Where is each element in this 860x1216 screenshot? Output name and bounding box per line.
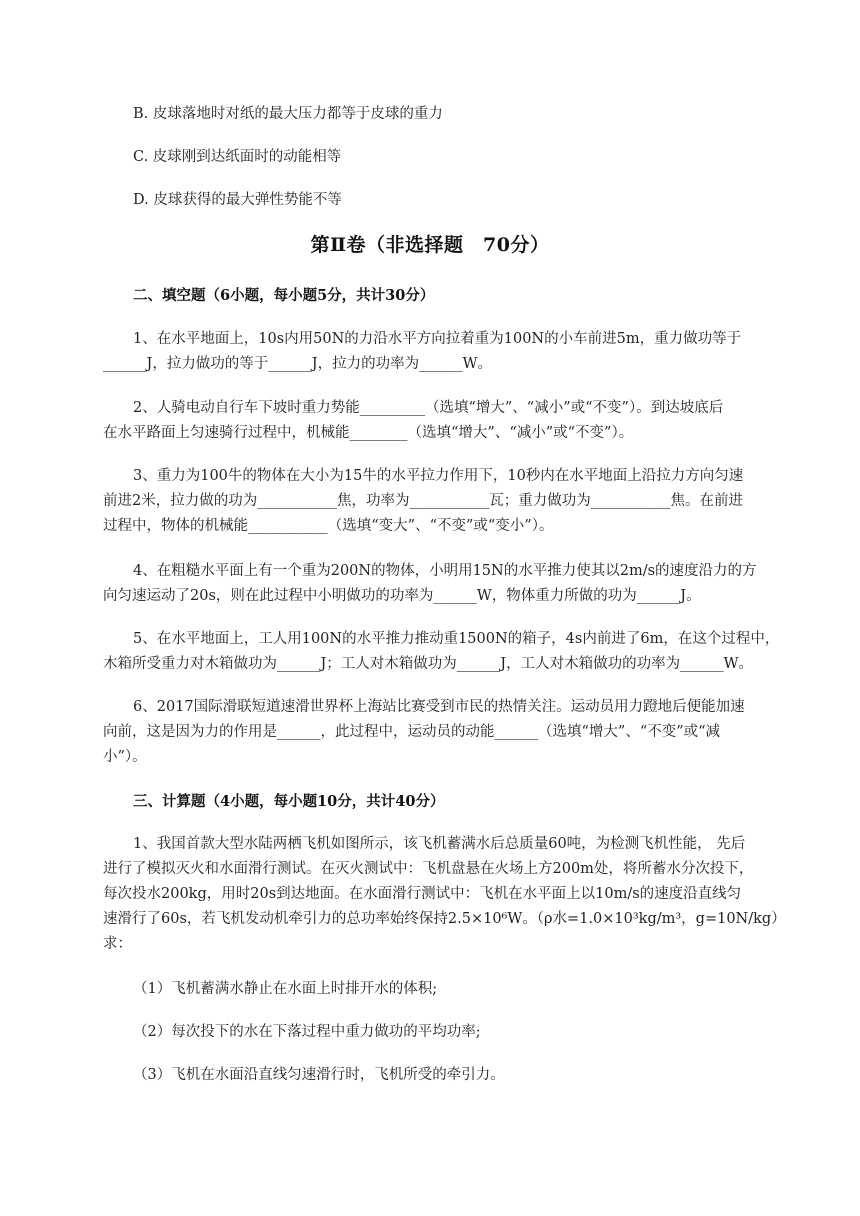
question-line: 向匀速运动了20s，则在此过程中小明做功的功率为______W，物体重力所做的功为______J。: [103, 588, 701, 604]
question-line: 2、人骑电动自行车下坡时重力势能_________（选填“增大”、“减小”或“不变”）。到达坡底后: [133, 400, 724, 416]
question-line: 向前，这是因为力的作用是______，此过程中，运动员的动能______（选填“增大”、“不变”或“减: [103, 724, 721, 740]
sub-question-1: （1）飞机蓄满水静止在水面上时排开水的体积;: [133, 981, 438, 997]
option-b: B. 皮球落地时对纸的最大压力都等于皮球的重力: [133, 106, 443, 122]
part-title: 第Ⅱ卷（非选择题 70分）: [310, 234, 550, 256]
question-line: 在水平路面上匀速骑行过程中，机械能________（选填“增大”、“减小”或“不变”）。: [103, 425, 634, 441]
sub-question-2: （2）每次投下的水在下落过程中重力做功的平均功率;: [133, 1024, 481, 1040]
question-line: 小”）。: [103, 749, 147, 765]
question-line: 前进2米，拉力做的功为___________焦，功率为___________瓦；重力做功为___________焦。在前进: [103, 493, 743, 509]
section-heading-calculation: 三、计算题（4小题，每小题10分，共计40分）: [133, 793, 445, 810]
question-line: 4、在粗糙水平面上有一个重为200N的物体，小明用15N的水平推力使其以2m/s的速度沿力的方: [133, 563, 757, 579]
question-line: 过程中，物体的机械能___________（选填“变大”、“不变”或“变小”）。: [103, 518, 554, 534]
option-c: C. 皮球刚到达纸面时的动能相等: [133, 149, 342, 165]
question-line: 求：: [103, 936, 132, 952]
question-line: 速滑行了60s，若飞机发动机牵引力的总功率始终保持2.5×10⁶W。（ρ水=1.0×10³kg/m³，g=10N/kg）: [103, 911, 786, 927]
section-heading-fill-blank: 二、填空题（6小题，每小题5分，共计30分）: [133, 287, 435, 304]
question-line: 5、在水平地面上，工人用100N的水平推力推动重1500N的箱子，4s内前进了6m，在这个过程中，: [133, 631, 780, 647]
option-d: D. 皮球获得的最大弹性势能不等: [133, 192, 342, 208]
question-line: 木箱所受重力对木箱做功为______J；工人对木箱做功为______J，工人对木箱做功的功率为______W。: [103, 656, 754, 672]
question-line: 3、重力为100牛的物体在大小为15牛的水平拉力作用下，10秒内在水平地面上沿拉力方向匀速: [133, 468, 744, 484]
question-line: 1、我国首款大型水陆两栖飞机如图所示，该飞机蓄满水后总质量60吨，为检测飞机性能， 先后: [133, 836, 746, 852]
question-line: 1、在水平地面上，10s内用50N的力沿水平方向拉着重为100N的小车前进5m，重力做功等于: [133, 331, 742, 347]
question-line: 进行了模拟灭火和水面滑行测试。在灭火测试中：飞机盘悬在火场上方200m处，将所蓄水分次投下，: [103, 861, 754, 877]
question-line: ______J，拉力做功的等于______J，拉力的功率为______W。: [103, 356, 493, 372]
question-line: 每次投水200kg，用时20s到达地面。在水面滑行测试中：飞机在水平面上以10m/s的速度沿直线匀: [103, 886, 742, 902]
question-line: 6、2017国际滑联短道速滑世界杯上海站比赛受到市民的热情关注。运动员用力蹬地后便能加速: [133, 699, 745, 715]
sub-question-3: （3）飞机在水面沿直线匀速滑行时，飞机所受的牵引力。: [133, 1067, 505, 1083]
